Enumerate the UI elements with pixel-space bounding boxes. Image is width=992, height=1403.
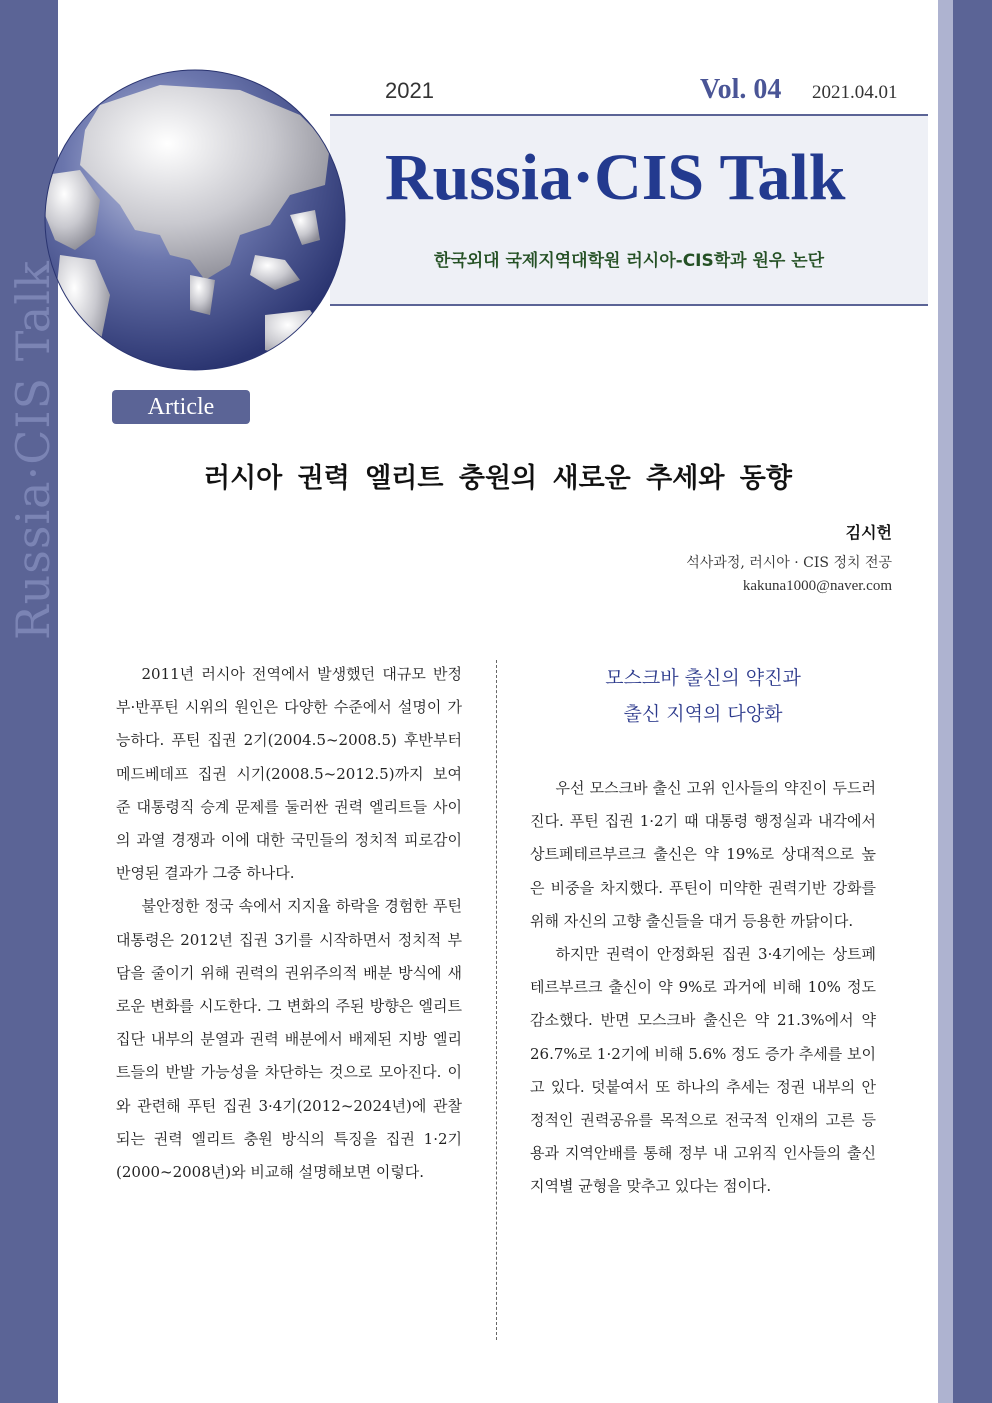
paragraph: 2011년 러시아 전역에서 발생했던 대규모 반정부·반푸틴 시위의 원인은 다양한 수준에서 설명이 가능하다. 푸틴 집권 2기(2004.5~2008.5) 후반부터 메드베데프 집권 시기(2008.5~2012.5)까지 보여준 대통령직 승계 문제를 둘러싼 권력 엘리트들 사이의 과열 경쟁과 이에 대한 국민들의 정치적 피로감이 반영된 결과가 그중 하나다. xyxy=(116,665,462,883)
left-column xyxy=(116,658,462,1189)
section-heading-line: 출신 지역의 다양화 xyxy=(623,703,783,725)
author-affiliation: 석사과정, 러시아 · CIS 정치 전공 xyxy=(686,555,892,571)
section-heading xyxy=(530,660,876,732)
author-name: 김시헌 xyxy=(845,523,892,542)
column-divider xyxy=(496,660,497,1340)
article-title: 러시아 권력 엘리트 충원의 새로운 추세와 동향 xyxy=(204,463,792,494)
issue-year: 2021 xyxy=(385,78,434,103)
paragraph: 우선 모스크바 출신 고위 인사들의 약진이 두드러진다. 푸틴 집권 1·2기 때 대통령 행정실과 내각에서 상트페테르부르크 출신은 약 19%로 상대적으로 높은 비중을 차지했다. 푸틴이 미약한 권력기반 강화를 위해 자신의 고향 출신들을 대거 등용한 까닭이다. xyxy=(530,779,876,930)
right-column xyxy=(530,772,876,1204)
right-decorative-band-inner xyxy=(938,0,953,1403)
section-heading-line: 모스크바 출신의 약진과 xyxy=(605,667,801,689)
issue-volume: Vol. 04 xyxy=(700,74,782,105)
masthead-title: Russia·CIS Talk xyxy=(385,141,846,214)
right-decorative-band xyxy=(953,0,992,1403)
paragraph: 하지만 권력이 안정화된 집권 3·4기에는 상트페테르부르크 출신이 약 9%로 과거에 비해 10% 정도 감소했다. 반면 모스크바 출신은 약 21.3%에서 약 26.7%로 1·2기에 비해 5.6% 정도 증가 추세를 보이고 있다. 덧붙여서 또 하나의 추세는 정권 내부의 안정적인 권력공유를 목적으로 전국적 인재의 고른 등용과 지역안배를 통해 정부 내 고위직 인사들의 출신지역별 균형을 맞추고 있다는 점이다. xyxy=(530,945,876,1196)
masthead-subtitle: 한국외대 국제지역대학원 러시아-CIS학과 원우 논단 xyxy=(433,251,825,271)
side-watermark: Russia·CIS Talk xyxy=(6,260,60,640)
article-tag: Article xyxy=(112,390,250,424)
author-email: kakuna1000@naver.com xyxy=(742,578,892,594)
issue-date: 2021.04.01 xyxy=(812,82,898,103)
globe-icon xyxy=(40,65,350,375)
paragraph: 불안정한 정국 속에서 지지율 하락을 경험한 푸틴 대통령은 2012년 집권 3기를 시작하면서 정치적 부담을 줄이기 위해 권력의 권위주의적 배분 방식에 새로운 변화를 시도한다. 그 변화의 주된 방향은 엘리트 집단 내부의 분열과 권력 배분에서 배제된 지방 엘리트들의 반발 가능성을 차단하는 것으로 모아진다. 이와 관련해 푸틴 집권 3·4기(2012~2024년)에 관찰되는 권력 엘리트 충원 방식의 특징을 집권 1·2기(2000~2008년)와 비교해 설명해보면 이렇다. xyxy=(116,897,462,1182)
